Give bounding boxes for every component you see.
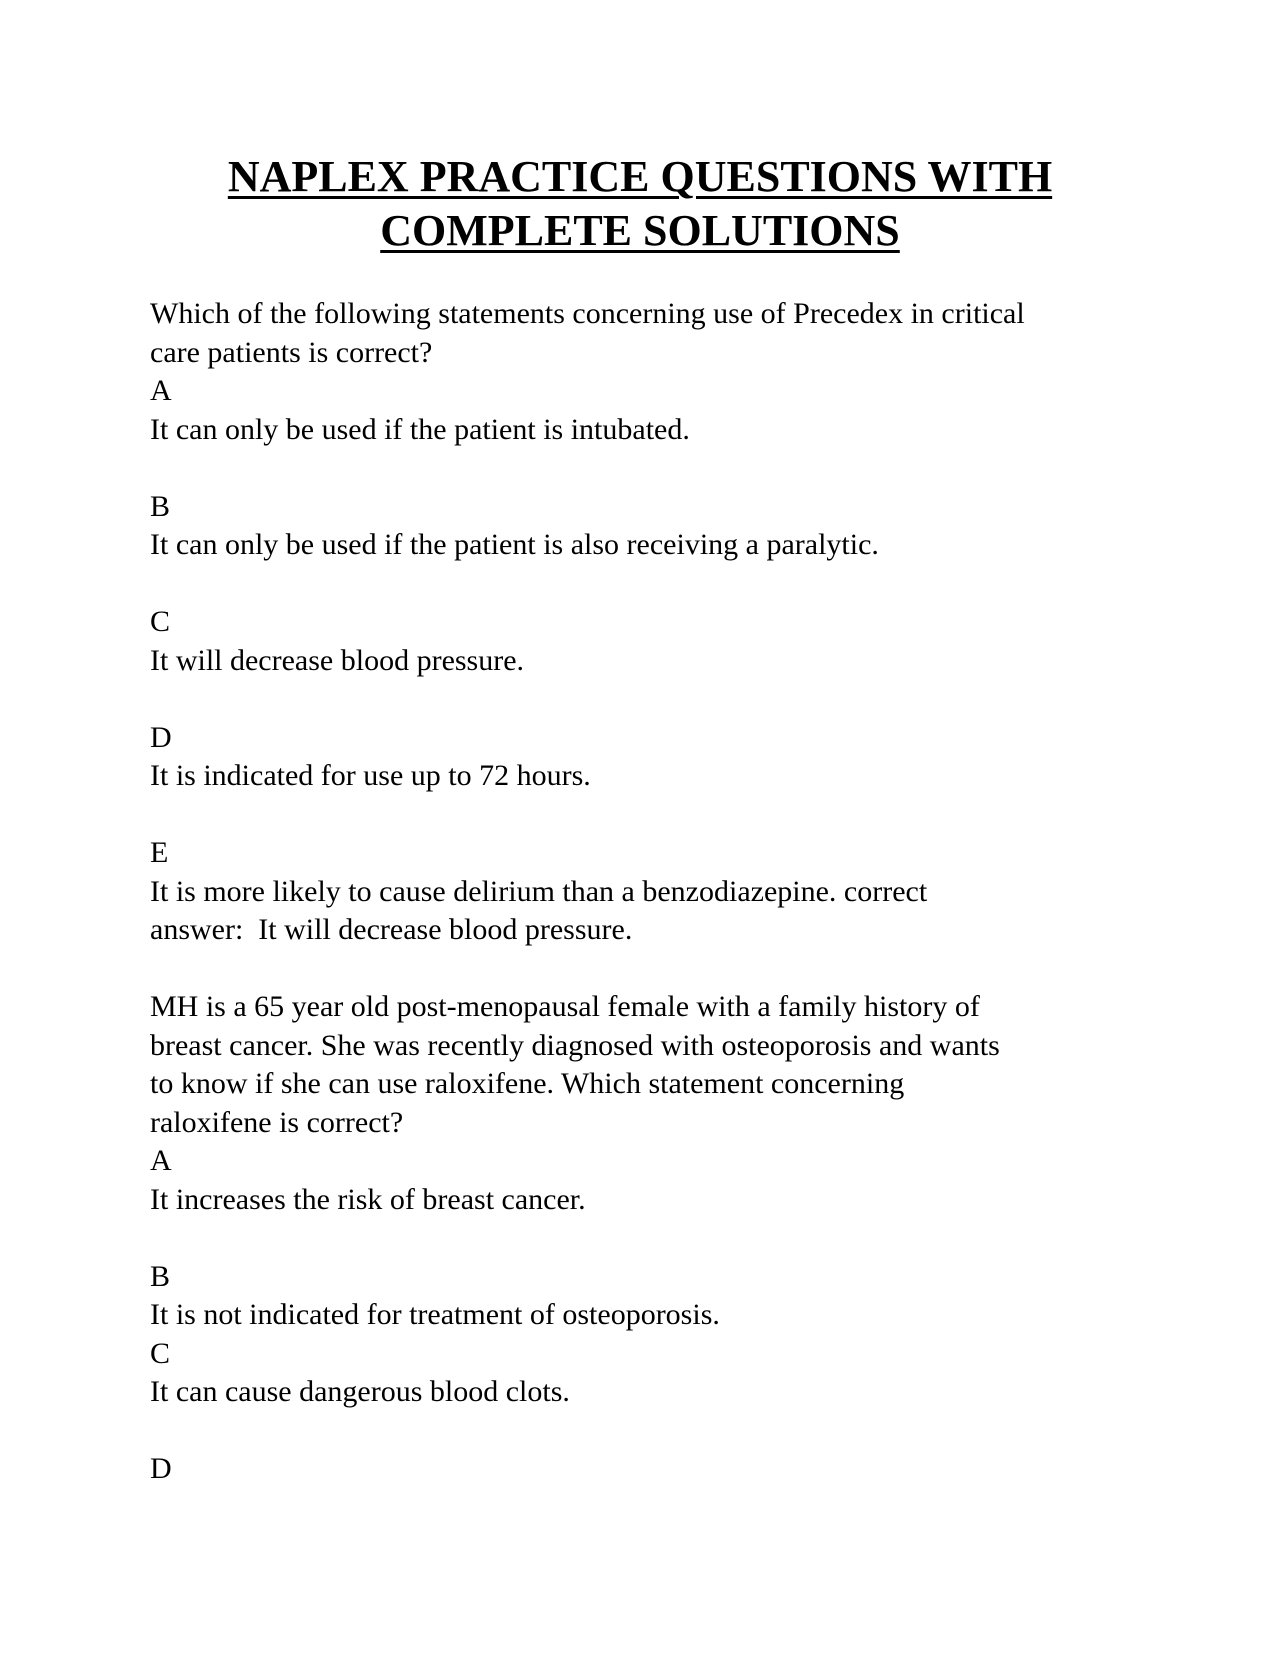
- question-1-option-e-letter: E: [150, 836, 169, 869]
- question-2-option-c-text: It can cause dangerous blood clots.: [150, 1375, 570, 1408]
- question-2-option-a-text: It increases the risk of breast cancer.: [150, 1182, 586, 1216]
- question-2-stem-line-2: breast cancer. She was recently diagnosed with osteoporosis and wants: [150, 1028, 1000, 1062]
- spacer: [150, 1219, 1140, 1258]
- document-body: [150, 295, 1140, 1489]
- question-2-option-d-letter: D: [150, 1452, 172, 1485]
- question-1-option-d-letter: D: [150, 720, 172, 754]
- spacer: [150, 1412, 1140, 1451]
- title-line-1: NAPLEX PRACTICE QUESTIONS WITH: [227, 152, 1053, 201]
- question-2-option-c-letter: C: [150, 1336, 171, 1370]
- question-1-option-b-letter: B: [150, 489, 171, 523]
- spacer: [150, 565, 1140, 604]
- question-1-option-e-text-line-1: It is more likely to cause delirium than a benzodiazepine. correct: [150, 874, 928, 908]
- question-2-option-a-letter: A: [150, 1144, 172, 1177]
- spacer: [150, 950, 1140, 989]
- spacer: [150, 449, 1140, 488]
- question-2-option-b-letter: B: [150, 1259, 171, 1293]
- question-1-stem-line-1: Which of the following statements concerning use of Precedex in critical: [150, 297, 1025, 330]
- question-1-stem-line-2: care patients is correct?: [150, 335, 433, 369]
- page-title: [150, 150, 1130, 258]
- question-1-option-a-text: It can only be used if the patient is intubated.: [150, 412, 690, 446]
- question-2: [150, 988, 1140, 1489]
- spacer: [150, 680, 1140, 719]
- question-2-stem-line-1: MH is a 65 year old post-menopausal female with a family history of: [150, 990, 980, 1023]
- question-2-option-b-text: It is not indicated for treatment of osteoporosis.: [150, 1298, 720, 1331]
- title-line-2: COMPLETE SOLUTIONS: [380, 206, 900, 255]
- question-1-option-c-text: It will decrease blood pressure.: [150, 643, 525, 677]
- question-1-option-c-letter: C: [150, 605, 171, 638]
- question-2-stem-line-3: to know if she can use raloxifene. Which statement concerning: [150, 1067, 905, 1100]
- question-1-option-d-text: It is indicated for use up to 72 hours.: [150, 759, 591, 792]
- question-1-answer-line: answer: It will decrease blood pressure.: [150, 913, 633, 946]
- question-1: [150, 295, 1140, 950]
- spacer: [150, 796, 1140, 835]
- question-2-stem-line-4: raloxifene is correct?: [150, 1105, 404, 1139]
- question-1-option-a-letter: A: [150, 374, 172, 407]
- question-1-option-b-text: It can only be used if the patient is also receiving a paralytic.: [150, 528, 879, 561]
